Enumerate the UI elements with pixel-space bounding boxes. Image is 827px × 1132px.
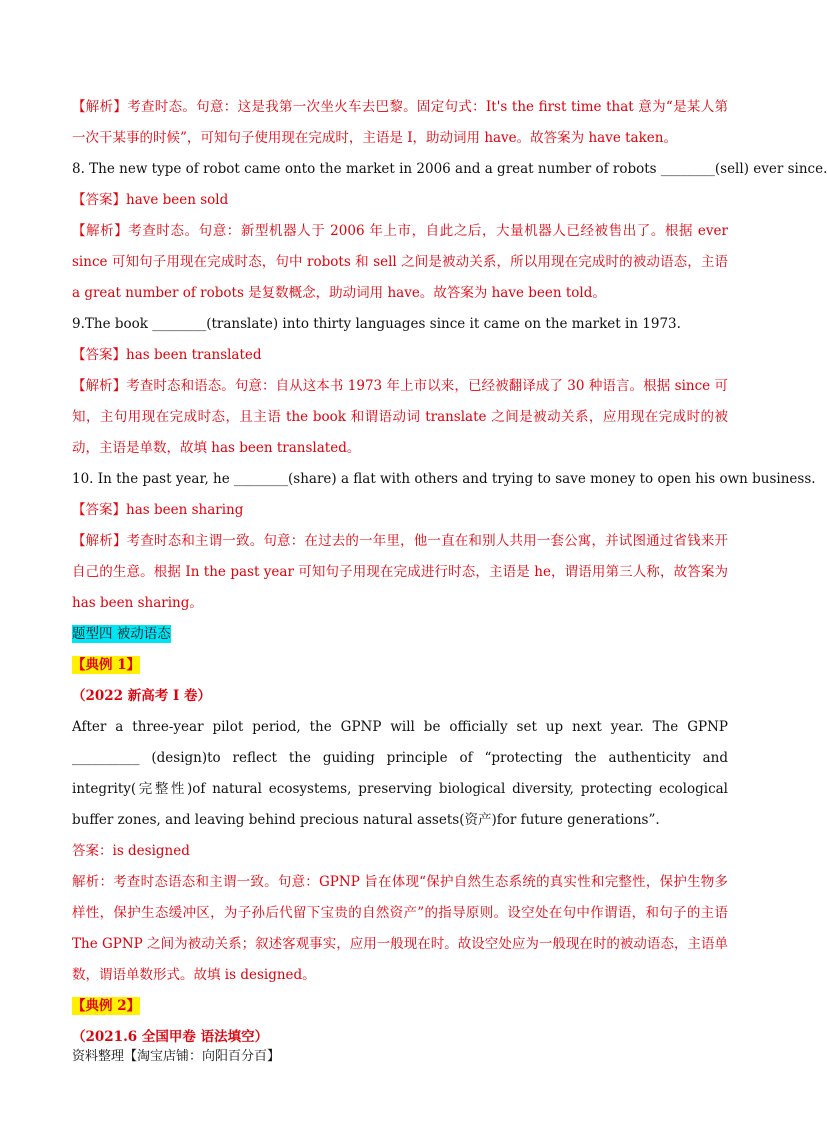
page-footer: 资料整理【淘宝店铺：向阳百分百】 [72,1049,281,1064]
example-1-passage: After a three-year pilot period, the GPNP will be officially set up next year. The GPNP __________ (design)to reflect the guiding principle of “protecting the authenticity and integrity(完整性)of natural ecosystems, preserving biological diversity, protecting ecological buffer zones, and leaving behind precious natural assets(资产)for future generations”. [72,719,728,828]
question-10: 10. In the past year, he ________(share) a flat with others and trying to save money to open his own business. [72,471,816,487]
analysis-q7: 【解析】考查时态。句意：这是我第一次坐火车去巴黎。固定句式：It's the first time that 意为“是某人第一次干某事的时候”，可知句子使用现在完成时，主语是 I，助动词用 have。故答案为 have taken。 [72,99,728,146]
example-2-tag: 【典例 2】 [72,998,141,1014]
answer-q10: 【答案】has been sharing [72,502,244,518]
example-2-label [72,991,728,1022]
question-8: 8. The new type of robot came onto the market in 2006 and a great number of robots ________(sell) ever since. [72,161,827,177]
answer-q9: 【答案】has been translated [72,347,262,363]
example-1-label [72,650,728,681]
analysis-q8: 【解析】考查时态。句意：新型机器人于 2006 年上市，自此之后，大量机器人已经被售出了。根据 ever since 可知句子用现在完成时态，句中 robots 和 sell 之间是被动关系，所以用现在完成时的被动语态，主语 a great number of robots 是复数概念，助动词用 have。故答案为 have been told。 [72,223,728,301]
example-2-source: （2021.6 全国甲卷 语法填空） [72,1029,269,1045]
analysis-q10: 【解析】考查时态和主谓一致。句意：在过去的一年里，他一直在和别人共用一套公寓，并试图通过省钱来开自己的生意。根据 In the past year 可知句子用现在完成进行时态，主语是 he，谓语用第三人称，故答案为 has been sharing。 [72,533,728,611]
section-heading [72,619,728,650]
example-1-source: （2022 新高考 I 卷） [72,688,211,704]
analysis-q9: 【解析】考查时态和语态。句意：自从这本书 1973 年上市以来，已经被翻译成了 30 种语言。根据 since 可知，主句用现在完成时态，且主语 the book 和谓语动词 translate 之间是被动关系，应用现在完成时的被动，主语是单数，故填 has been translated。 [72,378,728,456]
example-1-tag: 【典例 1】 [72,657,141,673]
example-1-answer: 答案：is designed [72,843,190,859]
document-body [72,92,827,1053]
section-heading-label: 题型四 被动语态 [72,626,171,642]
answer-q8: 【答案】have been sold [72,192,229,208]
question-9: 9.The book ________(translate) into thirty languages since it came on the market in 1973. [72,316,681,332]
example-1-analysis: 解析：考查时态语态和主谓一致。句意：GPNP 旨在体现“保护自然生态系统的真实性和完整性，保护生物多样性，保护生态缓冲区，为子孙后代留下宝贵的自然资产”的指导原则。设空处在句中作谓语，和句子的主语 The GPNP 之间为被动关系；叙述客观事实，应用一般现在时。故设空处应为一般现在时的被动语态，主语单数，谓语单数形式。故填 is designed。 [72,874,728,983]
